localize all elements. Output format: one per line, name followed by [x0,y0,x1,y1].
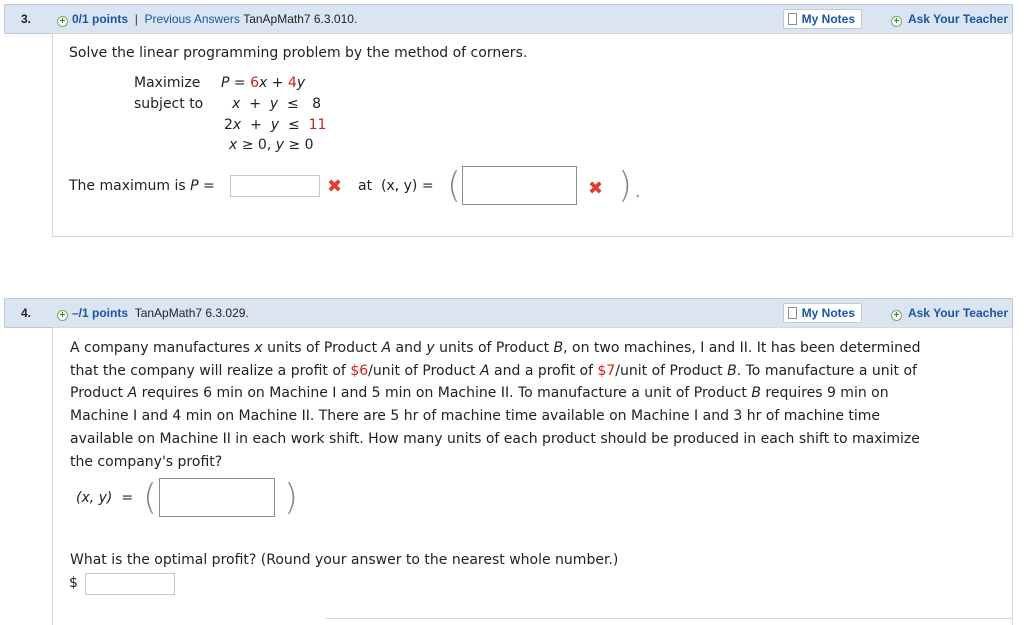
maximum-p-input[interactable] [230,175,320,197]
question-3-body [52,33,1013,237]
point-xy-input[interactable] [462,166,577,205]
optimal-profit-input[interactable] [85,573,175,595]
open-paren: ( [447,165,462,206]
question-4-header [4,298,1013,328]
at-point-label: at (x, y) = [358,178,434,194]
note-page-icon [788,307,797,319]
paragraph-line: A company manufactures x units of Product A and y units of Product B, on two machines, I and II. It has been determined [70,340,921,356]
paragraph-line: available on Machine II in each work shift. How many units of each product should be produced in each shift to maximize [70,430,920,447]
xy-label: (x, y) = [76,490,134,506]
source-id: TanApMath7 6.3.010. [243,12,358,26]
paragraph-line: Product A requires 6 min on Machine I and 5 min on Machine II. To manufacture a unit of Product B requires 9 min on [70,385,889,402]
instruction-text: Solve the linear programming problem by the method of corners. [69,45,528,61]
profit-question: What is the optimal profit? (Round your answer to the nearest whole number.) [70,552,619,568]
question-number: 3. [21,12,32,26]
separator: | [134,12,138,26]
my-notes-button[interactable] [783,303,862,323]
nonnegativity-constraint: x ≥ 0, y ≥ 0 [229,137,314,153]
ask-teacher-button[interactable] [891,306,1008,321]
plus-circle-icon[interactable]: + [57,310,68,321]
ask-teacher-label[interactable]: Ask Your Teacher [907,306,1008,320]
plus-circle-icon[interactable]: + [891,16,902,27]
plus-circle-icon[interactable]: + [891,310,902,321]
problem-paragraph [70,337,990,473]
maximum-label: The maximum is P = [69,178,215,194]
dollar-sign: $ [69,575,78,591]
plus-circle-icon[interactable]: + [57,16,68,27]
close-paren: ). [618,165,644,206]
paragraph-line: that the company will realize a profit of $6/unit of Product A and a profit of $7/unit of Product B. To manufacture a unit of [70,362,917,379]
my-notes-label[interactable]: My Notes [801,12,855,26]
divider [325,618,1013,619]
points-toggle[interactable] [57,12,357,27]
source-id: TanApMath7 6.3.029. [134,306,249,320]
question-3-header [4,4,1013,34]
paragraph-line: Machine I and 4 min on Machine II. There are 5 hr of machine time available on Machine I and 3 hr of machine time [70,408,881,425]
note-page-icon [788,13,797,25]
incorrect-x-icon: ✖ [588,178,604,199]
my-notes-label[interactable]: My Notes [801,306,855,320]
points-label[interactable]: –/1 points [72,306,129,320]
objective-function: P = 6x + 4y [221,75,306,91]
subject-to-label: subject to [134,96,204,112]
ask-teacher-label[interactable]: Ask Your Teacher [907,12,1008,26]
paragraph-line: the company's profit? [70,453,223,470]
close-paren: ) [284,477,299,518]
previous-answers-link[interactable]: Previous Answers [144,12,240,26]
incorrect-x-icon: ✖ [327,176,343,197]
points-toggle[interactable] [57,306,249,321]
constraint-2: 2x + y ≤ 11 [224,117,327,133]
open-paren: ( [143,477,158,518]
points-label[interactable]: 0/1 points [72,12,129,26]
question-number: 4. [21,306,32,320]
my-notes-button[interactable] [783,9,862,29]
constraint-1: x + y ≤ 8 [232,96,322,112]
maximize-label: Maximize [134,75,201,91]
ask-teacher-button[interactable] [891,12,1008,27]
xy-answer-input[interactable] [159,478,275,517]
